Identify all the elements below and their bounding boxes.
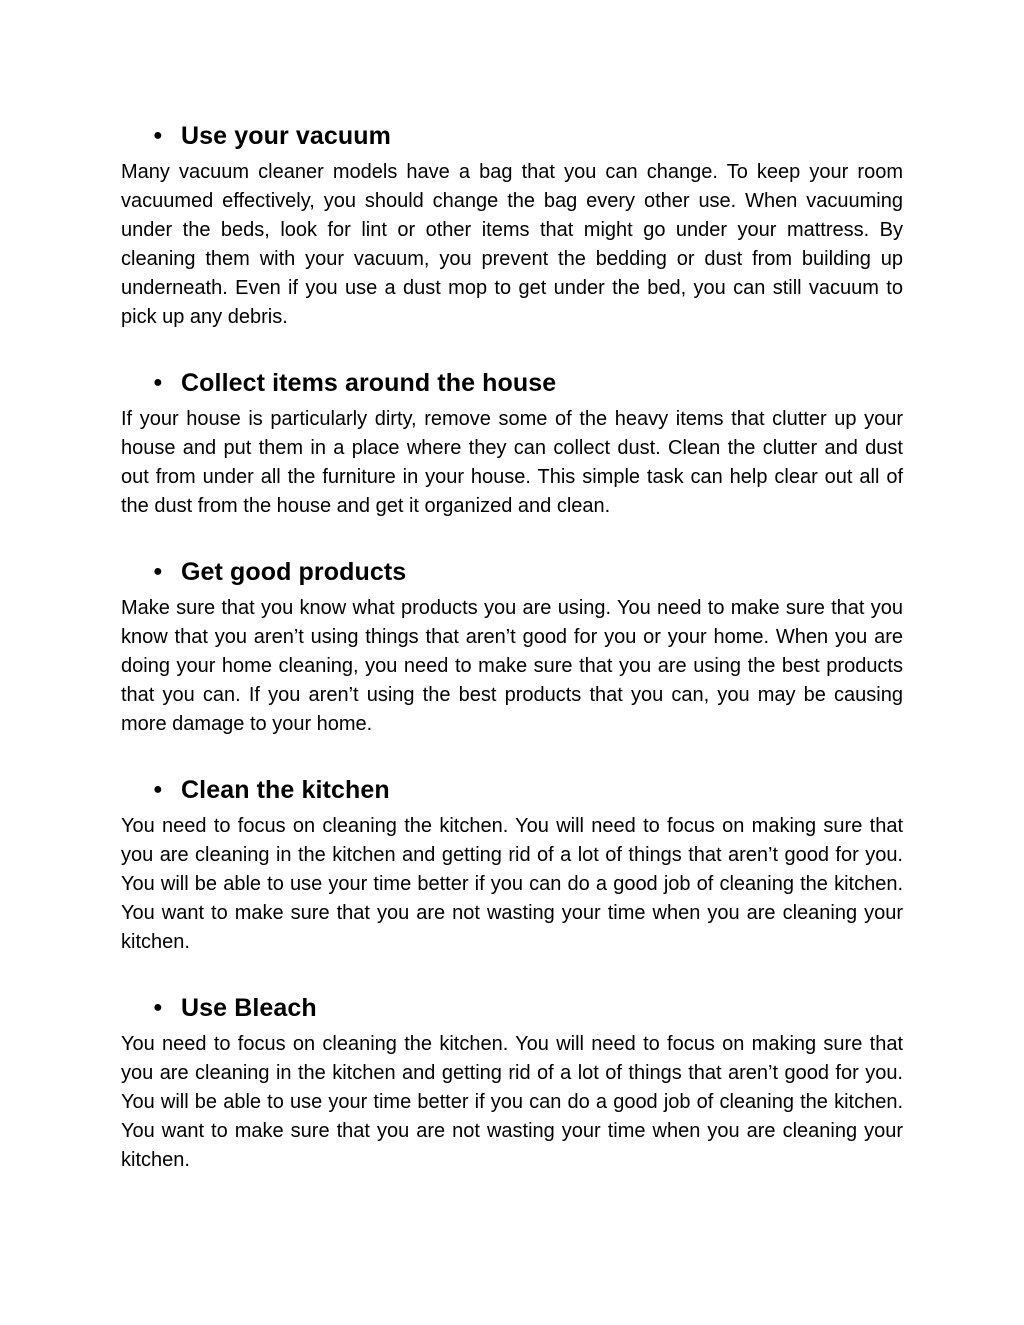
heading-text: Collect items around the house (181, 368, 557, 397)
bullet-icon: ● (153, 127, 163, 144)
heading-text: Clean the kitchen (181, 775, 390, 804)
bullet-icon: ● (153, 374, 163, 391)
heading-text: Use Bleach (181, 993, 317, 1022)
section-paragraph: Many vacuum cleaner models have a bag that you can change. To keep your room vacuumed effectively, you should change the bag every other use. When vacuuming under the beds, look for lint or other items that might go under your mattress. By cleaning them with your vacuum, you prevent the bedding or dust from building up underneath. Even if you use a dust mop to get under the bed, you can still vacuum to pick up any debris. (121, 161, 903, 328)
bullet-icon: ● (153, 781, 163, 798)
section-paragraph: Make sure that you know what products you are using. You need to make sure that you know that you aren’t using things that aren’t good for you or your home. When you are doing your home cleaning, you need to make sure that you are using the best products that you can. If you aren’t using the best products that you can, you may be causing more damage to your home. (121, 597, 903, 735)
section-paragraph: You need to focus on cleaning the kitchen. You will need to focus on making sure that you are cleaning in the kitchen and getting rid of a lot of things that aren’t good for you. You will be able to use your time better if you can do a good job of cleaning the kitchen. You want to make sure that you are not wasting your time when you are cleaning your kitchen. (121, 1033, 903, 1171)
section-heading (121, 363, 903, 403)
section-heading (121, 116, 903, 156)
section-heading (121, 988, 903, 1028)
heading-text: Use your vacuum (181, 121, 391, 150)
section-paragraph: You need to focus on cleaning the kitchen. You will need to focus on making sure that you are cleaning in the kitchen and getting rid of a lot of things that aren’t good for you. You will be able to use your time better if you can do a good job of cleaning the kitchen. You want to make sure that you are not wasting your time when you are cleaning your kitchen. (121, 815, 903, 953)
section-clean-the-kitchen (121, 770, 903, 957)
bullet-icon: ● (153, 563, 163, 580)
section-get-good-products (121, 552, 903, 739)
section-use-your-vacuum (121, 116, 903, 332)
section-paragraph: If your house is particularly dirty, remove some of the heavy items that clutter up your house and put them in a place where they can collect dust. Clean the clutter and dust out from under all the furniture in your house. This simple task can help clear out all of the dust from the house and get it organized and clean. (121, 408, 903, 517)
section-heading (121, 552, 903, 592)
section-use-bleach (121, 988, 903, 1175)
document-page (121, 116, 903, 1206)
section-collect-items (121, 363, 903, 521)
section-heading (121, 770, 903, 810)
heading-text: Get good products (181, 557, 407, 586)
bullet-icon: ● (153, 999, 163, 1016)
